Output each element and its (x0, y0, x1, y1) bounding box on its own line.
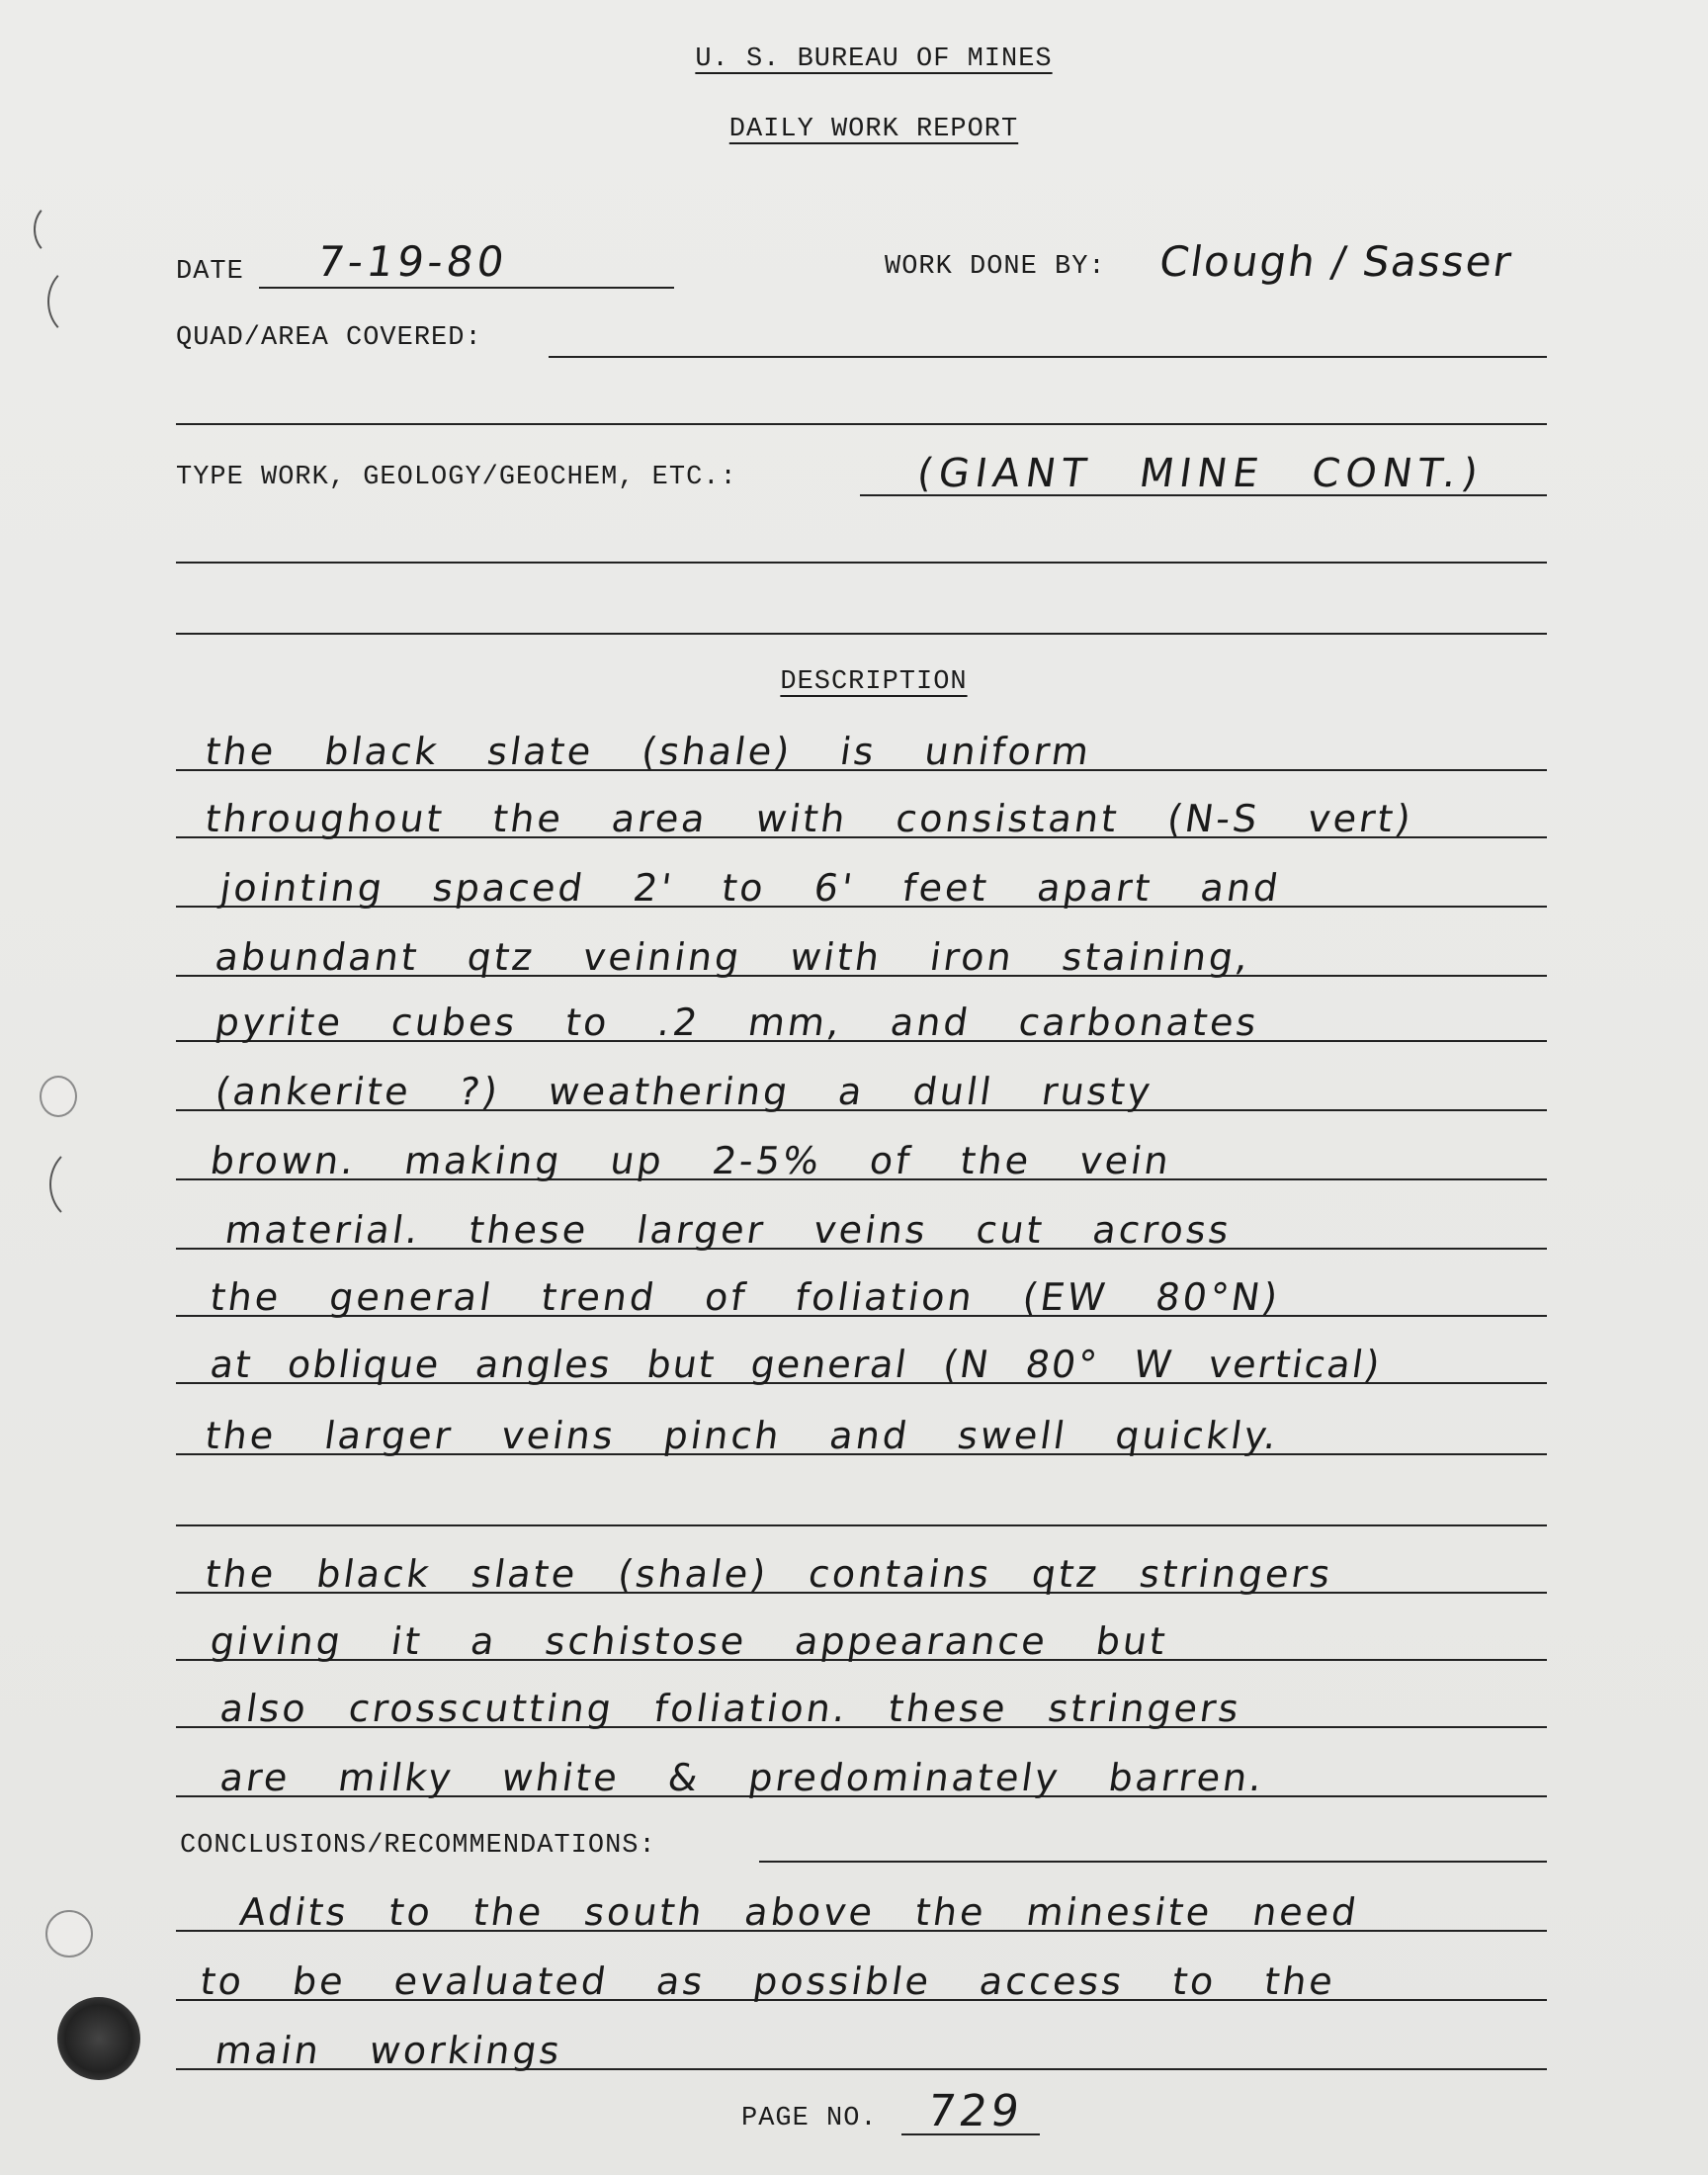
work-done-by-label: WORK DONE BY: (885, 252, 1106, 282)
page-number-label: PAGE NO. (741, 2104, 878, 2133)
binder-hole-arc-3 (49, 1145, 123, 1224)
date-value: 7-19-80 (314, 237, 511, 286)
conclusions-label: CONCLUSIONS/RECOMMENDATIONS: (180, 1831, 656, 1861)
binder-hole-3 (57, 1997, 140, 2080)
description-line: abundant qtz veining with iron staining, (213, 935, 1254, 979)
description-line: (ankerite ?) weathering a dull rusty (213, 1070, 1156, 1113)
description-line: brown. making up 2-5% of the vein (208, 1139, 1175, 1182)
conclusions-line-1 (759, 1861, 1547, 1863)
binder-hole-arc-2 (47, 265, 111, 338)
type-work-line-3 (176, 633, 1547, 635)
form-title: DAILY WORK REPORT (728, 115, 1019, 144)
quad-line-1 (549, 356, 1547, 358)
description-line: are milky white & predominately barren. (217, 1756, 1268, 1799)
description-heading: DESCRIPTION (780, 667, 968, 697)
description-line: giving it a schistose appearance but (208, 1619, 1171, 1663)
description-rule (176, 1524, 1547, 1526)
description-line: material. these larger veins cut across (222, 1208, 1235, 1252)
description-line: the general trend of foliation (EW 80°N) (208, 1275, 1284, 1319)
type-work-label: TYPE WORK, GEOLOGY/GEOCHEM, ETC.: (176, 463, 737, 492)
quad-line-2 (176, 423, 1547, 425)
work-done-by-value: Clough / Sasser (1156, 237, 1516, 286)
date-line (259, 287, 674, 289)
binder-hole-2 (45, 1910, 93, 1958)
quad-area-label: QUAD/AREA COVERED: (176, 323, 482, 353)
description-line: the black slate (shale) is uniform (203, 730, 1095, 773)
type-work-value: (GIANT MINE CONT.) (914, 451, 1487, 496)
description-line: the black slate (shale) contains qtz stringers (203, 1552, 1336, 1596)
binder-hole-arc-1 (34, 203, 77, 256)
description-line: at oblique angles but general (N 80° W vertical) (208, 1343, 1385, 1386)
date-label: DATE (176, 257, 244, 287)
agency-title: U. S. BUREAU OF MINES (695, 44, 1053, 74)
page-number-value: 729 (924, 2086, 1027, 2136)
description-line: also crosscutting foliation. these stringers (217, 1687, 1244, 1730)
description-line: pyrite cubes to .2 mm, and carbonates (213, 1000, 1262, 1044)
description-line: throughout the area with consistant (N-S vert) (203, 797, 1416, 840)
type-work-line-2 (176, 562, 1547, 564)
conclusions-line: Adits to the south above the minesite need (237, 1890, 1362, 1934)
description-line: the larger veins pinch and swell quickly. (203, 1414, 1283, 1457)
conclusions-line: to be evaluated as possible access to the (198, 1959, 1339, 2003)
description-line: jointing spaced 2' to 6' feet apart and (217, 866, 1284, 910)
conclusions-line: main workings (213, 2029, 565, 2072)
binder-hole-1 (40, 1076, 77, 1117)
